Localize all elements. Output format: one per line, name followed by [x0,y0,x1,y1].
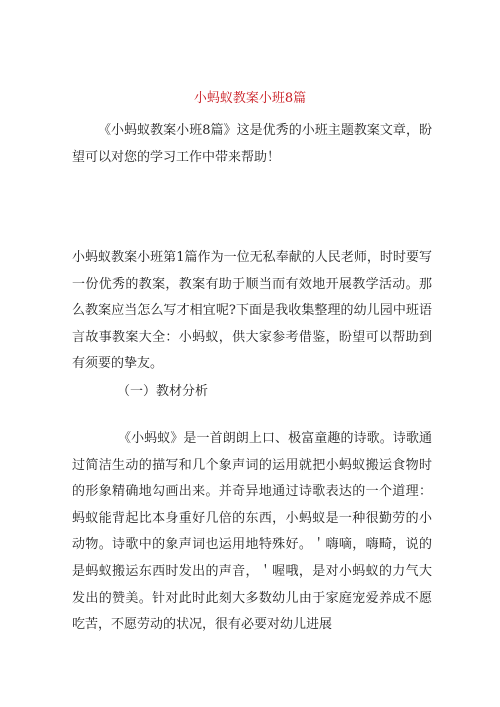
body-paragraph-1: 小蚂蚁教案小班第1篇作为一位无私奉献的人民老师，时时要写一份优秀的教案，教案有助于顺当而有效地开展教学活动。那么教案应当怎么写才相宜呢?下面是我收集整理的幼儿园中班语言故事教案大全：小蚂蚁，供大家参考借鉴，盼望可以帮助到有须要的挚友。 [72,250,432,372]
body-paragraph-2: 《小蚂蚁》是一首朗朗上口、极富童趣的诗歌。诗歌通过简洁生动的描写和几个象声词的运用就把小蚂蚁搬运食物时的形象精确地勾画出来。并奇异地通过诗歌表达的一个道理：蚂蚁能背起比本身重好几倍的东西，小蚂蚁是一种很勤劳的小动物。诗歌中的象声词也运用地特殊好。＇嗨嘀，嗨畸，说的是蚂蚁搬运东西时发出的声音，＇喔哦，是对小蚂蚁的力气大发出的赞美。针对此时此刻大多数幼儿由于家庭宠爱养成不愿吃苦，不愿劳动的状况，很有必要对幼儿进展 [72,431,432,633]
section-heading: （一）教材分析 [117,384,209,399]
intro-paragraph: 《小蚂蚁教案小班8篇》这是优秀的小班主题教案文章，盼望可以对您的学习工作中带来帮助！ [72,123,432,165]
document-title: 小蚂蚁教案小班8篇 [193,91,307,106]
